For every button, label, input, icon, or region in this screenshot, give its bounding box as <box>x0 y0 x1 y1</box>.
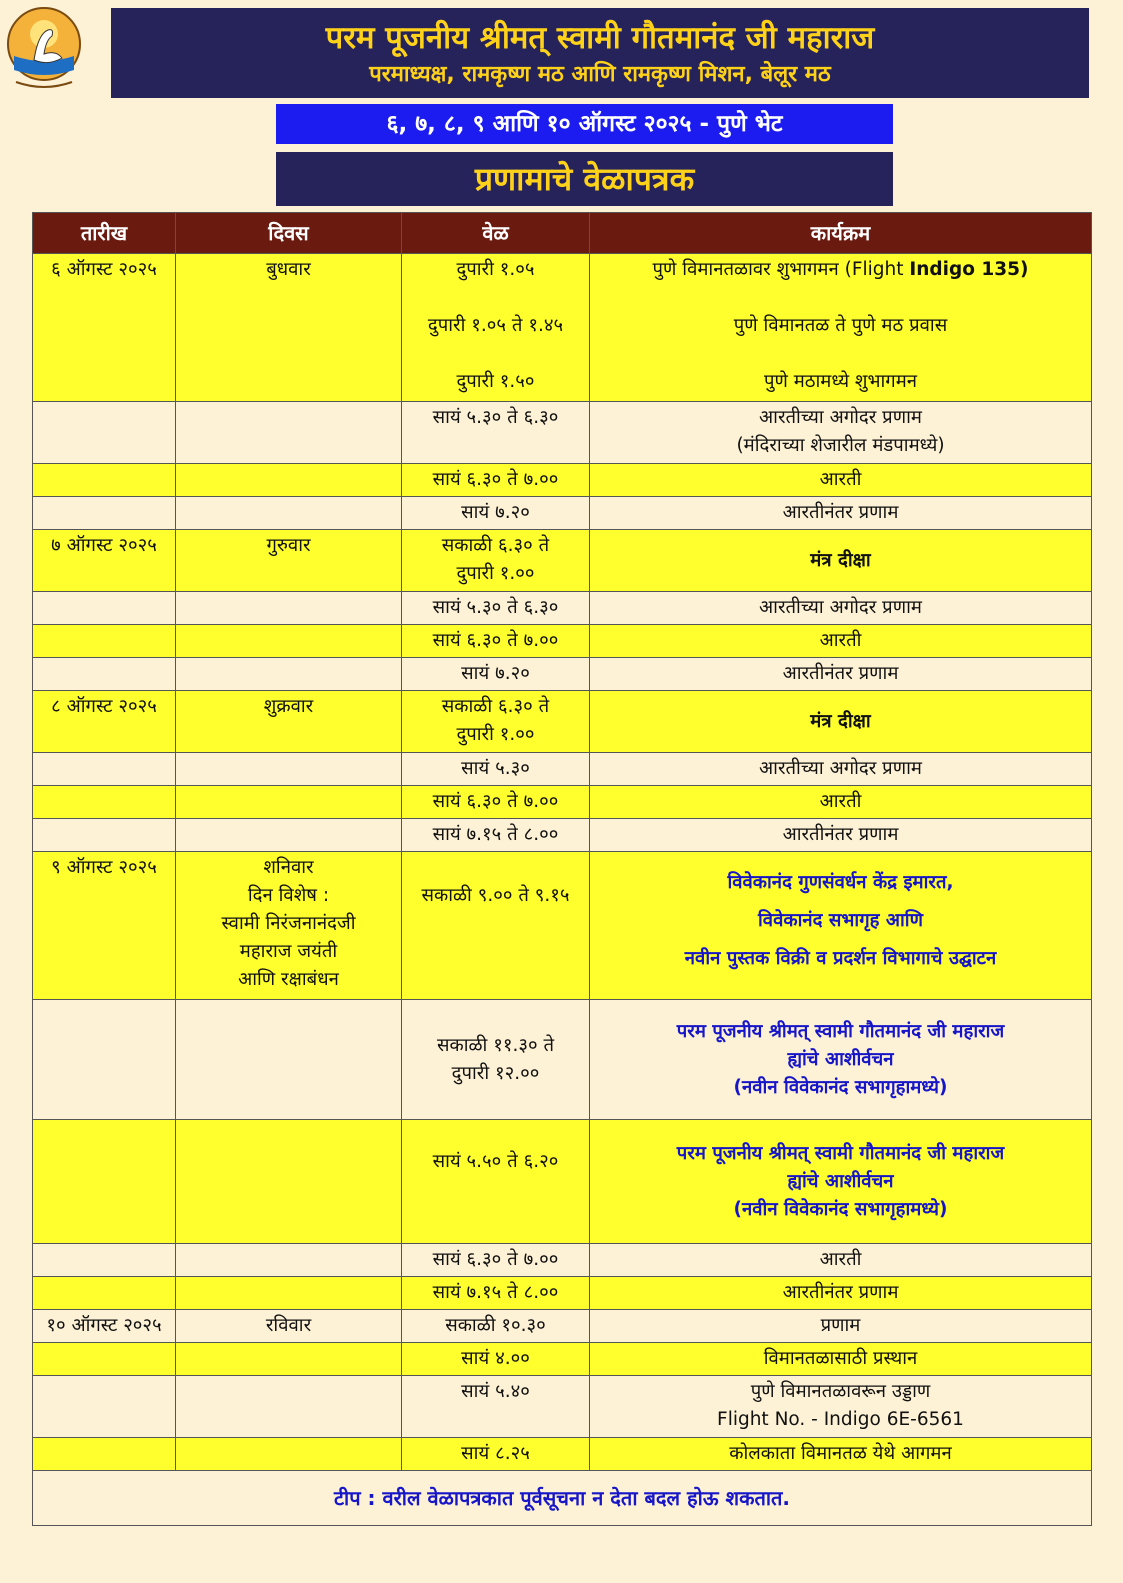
schedule-title-banner: प्रणामाचे वेळापत्रक <box>276 152 893 206</box>
program-line: ह्यांचे आशीर्वचन <box>787 1048 894 1070</box>
ramakrishna-mission-emblem-icon <box>4 4 84 92</box>
header-time: वेळ <box>402 213 590 254</box>
day-line: आणि रक्षाबंधन <box>238 969 339 990</box>
header-date: तारीख <box>33 213 176 254</box>
cell-time: सायं ८.२५ <box>402 1438 590 1471</box>
cell-program <box>590 254 1092 402</box>
cell-program <box>590 852 1092 1000</box>
cell-program: आरती <box>590 625 1092 658</box>
cell-time: सकाळी १०.३० <box>402 1310 590 1343</box>
table-row <box>33 530 1092 592</box>
cell-time: सायं ५.३० ते ६.३० <box>402 592 590 625</box>
time-line: सकाळी ६.३० ते <box>441 535 550 556</box>
cell-time: सायं ७.२० <box>402 658 590 691</box>
cell-program: विमानतळासाठी प्रस्थान <box>590 1343 1092 1376</box>
table-row <box>33 691 1092 753</box>
program-line: (नवीन विवेकानंद सभागृहामध्ये) <box>733 1198 948 1220</box>
time-line: सकाळी ९.०० ते ९.१५ <box>421 885 570 906</box>
cell-date: ९ ऑगस्ट २०२५ <box>33 852 176 1000</box>
table-row <box>33 852 1092 1000</box>
program-line: नवीन पुस्तक विक्री व प्रदर्शन विभागाचे उद्घाटन <box>684 948 997 969</box>
table-row <box>33 254 1092 402</box>
day-line: शनिवार <box>263 857 314 878</box>
table-row <box>33 402 1092 464</box>
program-line: पुणे विमानतळावरून उड्डाण <box>750 1381 931 1402</box>
cell-time <box>402 691 590 753</box>
cell-time: सायं ६.३० ते ७.०० <box>402 1244 590 1277</box>
table-row <box>33 753 1092 786</box>
cell-program <box>590 1000 1092 1120</box>
table-row <box>33 786 1092 819</box>
cell-program: आरतीनंतर प्रणाम <box>590 819 1092 852</box>
visit-dates-bar: ६, ७, ८, ९ आणि १० ऑगस्ट २०२५ - पुणे भेट <box>276 104 893 144</box>
table-row <box>33 625 1092 658</box>
program-line: ह्यांचे आशीर्वचन <box>787 1170 894 1192</box>
time-line: सायं ५.५० ते ६.२० <box>432 1151 559 1172</box>
time-line: सकाळी ६.३० ते <box>441 696 550 717</box>
cell-date: ७ ऑगस्ट २०२५ <box>33 530 176 592</box>
cell-time <box>402 1120 590 1244</box>
cell-time <box>402 254 590 402</box>
time-line: सकाळी ११.३० ते <box>436 1034 555 1056</box>
cell-date: १० ऑगस्ट २०२५ <box>33 1310 176 1343</box>
program-line: (नवीन विवेकानंद सभागृहामध्ये) <box>733 1076 948 1098</box>
table-row <box>33 1244 1092 1277</box>
cell-program: आरतीनंतर प्रणाम <box>590 1277 1092 1310</box>
table-row <box>33 1277 1092 1310</box>
program-line: (मंदिराच्या शेजारील मंडपामध्ये) <box>736 435 945 456</box>
day-line: स्वामी निरंजनानंदजी <box>221 913 356 934</box>
program-line: पुणे मठामध्ये शुभागमन <box>763 371 918 392</box>
table-row <box>33 1376 1092 1438</box>
cell-program: मंत्र दीक्षा <box>590 691 1092 753</box>
cell-day: रविवार <box>176 1310 402 1343</box>
time-line: दुपारी १.०० <box>456 724 535 745</box>
program-line: परम पूजनीय श्रीमत् स्वामी गौतमानंद जी महाराज <box>676 1020 1005 1042</box>
time-line: दुपारी १.०५ ते १.४५ <box>427 315 564 336</box>
program-text: पुणे विमानतळावर शुभागमन (Flight <box>652 259 910 280</box>
time-line: दुपारी १.०० <box>456 563 535 584</box>
schedule-table <box>32 212 1092 1526</box>
day-line: महाराज जयंती <box>239 941 338 962</box>
cell-program <box>590 1120 1092 1244</box>
cell-program: आरतीच्या अगोदर प्रणाम <box>590 753 1092 786</box>
flight-number: Indigo 135) <box>909 259 1029 280</box>
note-row <box>33 1471 1092 1526</box>
table-row <box>33 658 1092 691</box>
table-row <box>33 1310 1092 1343</box>
cell-day: गुरुवार <box>176 530 402 592</box>
cell-date: ६ ऑगस्ट २०२५ <box>33 254 176 402</box>
time-line: दुपारी १२.०० <box>451 1062 540 1084</box>
cell-time: सायं ६.३० ते ७.०० <box>402 464 590 497</box>
cell-program: आरतीच्या अगोदर प्रणाम <box>590 592 1092 625</box>
cell-time: सायं ६.३० ते ७.०० <box>402 786 590 819</box>
cell-date: ८ ऑगस्ट २०२५ <box>33 691 176 753</box>
cell-time: सायं ६.३० ते ७.०० <box>402 625 590 658</box>
cell-time: सायं ४.०० <box>402 1343 590 1376</box>
cell-time: सायं ७.१५ ते ८.०० <box>402 1277 590 1310</box>
guest-title: परम पूजनीय श्रीमत् स्वामी गौतमानंद जी महाराज <box>325 20 875 56</box>
cell-time <box>402 1000 590 1120</box>
cell-program: आरती <box>590 786 1092 819</box>
schedule-note: टीप : वरील वेळापत्रकात पूर्वसूचना न देता बदल होऊ शकतात. <box>33 1471 1092 1526</box>
table-row <box>33 819 1092 852</box>
cell-time <box>402 852 590 1000</box>
flight-number: Flight No. - Indigo 6E-6561 <box>717 1409 964 1430</box>
cell-program: आरती <box>590 464 1092 497</box>
cell-program <box>590 402 1092 464</box>
table-row <box>33 1438 1092 1471</box>
main-title-banner <box>111 8 1089 98</box>
table-row <box>33 497 1092 530</box>
cell-day: शुक्रवार <box>176 691 402 753</box>
cell-day: बुधवार <box>176 254 402 402</box>
program-line: आरतीच्या अगोदर प्रणाम <box>759 407 922 428</box>
header-program: कार्यक्रम <box>590 213 1092 254</box>
table-row <box>33 1120 1092 1244</box>
cell-time: सायं ७.१५ ते ८.०० <box>402 819 590 852</box>
cell-program: मंत्र दीक्षा <box>590 530 1092 592</box>
cell-program: आरतीनंतर प्रणाम <box>590 658 1092 691</box>
program-line: पुणे विमानतळ ते पुणे मठ प्रवास <box>733 315 948 336</box>
program-line: परम पूजनीय श्रीमत् स्वामी गौतमानंद जी महाराज <box>676 1142 1005 1164</box>
table-row <box>33 592 1092 625</box>
cell-day <box>176 852 402 1000</box>
guest-subtitle: परमाध्यक्ष, रामकृष्ण मठ आणि रामकृष्ण मिशन, बेलूर मठ <box>369 62 831 87</box>
table-row <box>33 1000 1092 1120</box>
table-header-row <box>33 213 1092 254</box>
day-line: दिन विशेष : <box>247 885 330 906</box>
cell-program: कोलकाता विमानतळ येथे आगमन <box>590 1438 1092 1471</box>
cell-time <box>402 530 590 592</box>
time-line: दुपारी १.०५ <box>456 259 535 280</box>
cell-program: आरती <box>590 1244 1092 1277</box>
table-row <box>33 464 1092 497</box>
cell-time: सायं ५.४० <box>402 1376 590 1438</box>
program-line <box>594 256 1087 284</box>
cell-time: सायं ५.३० ते ६.३० <box>402 402 590 464</box>
cell-program: आरतीनंतर प्रणाम <box>590 497 1092 530</box>
time-line: दुपारी १.५० <box>456 371 535 392</box>
header-day: दिवस <box>176 213 402 254</box>
cell-time: सायं ५.३० <box>402 753 590 786</box>
cell-time: सायं ७.२० <box>402 497 590 530</box>
table-row <box>33 1343 1092 1376</box>
cell-program <box>590 1376 1092 1438</box>
program-line: विवेकानंद गुणसंवर्धन केंद्र इमारत, <box>727 872 954 893</box>
cell-program: प्रणाम <box>590 1310 1092 1343</box>
program-line: विवेकानंद सभागृह आणि <box>758 910 923 931</box>
